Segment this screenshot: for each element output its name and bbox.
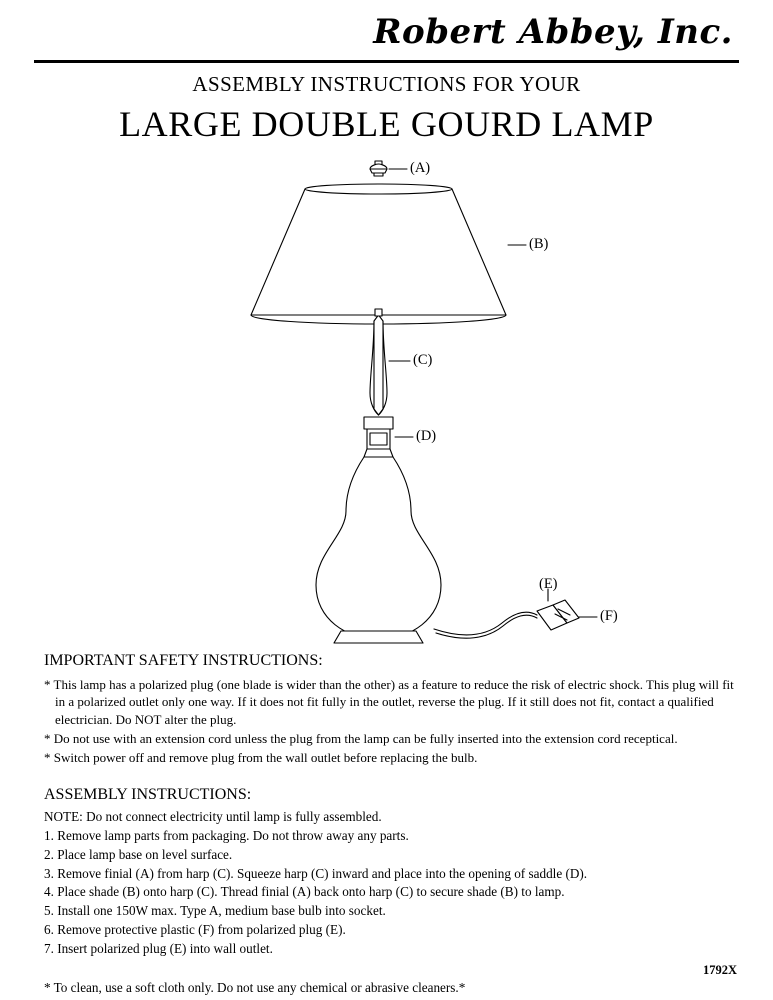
saddle-shape [364, 417, 393, 457]
subtitle: ASSEMBLY INSTRUCTIONS FOR YOUR [192, 72, 581, 96]
assembly-step: 3. Remove finial (A) from harp (C). Squeeze harp (C) inward and place into the opening of saddle (D). [44, 865, 588, 881]
assembly-note: NOTE: Do not connect electricity until lamp is fully assembled. [44, 809, 382, 825]
assembly-step: 7. Insert polarized plug (E) into wall outlet. [44, 940, 273, 956]
plug-shape [537, 600, 579, 630]
assembly-step: 4. Place shade (B) onto harp (C). Thread finial (A) back onto harp (C) to secure shade (B) to lamp. [44, 884, 565, 900]
assembly-step: 5. Install one 150W max. Type A, medium base bulb into socket. [44, 903, 386, 919]
shade-shape [251, 184, 506, 324]
harp-shape [370, 309, 387, 415]
safety-item: * This lamp has a polarized plug (one blade is wider than the other) as a feature to reduce the risk of electric shock. This plug will fit in a polarized outlet only one way. If it does not fit fully in the outlet, reverse the plug. If it still does not fit, contact a qualified electrician. Do NOT alter the plug. [44, 677, 734, 727]
assembly-list [34, 808, 739, 958]
brand-wordmark: Robert Abbey, Inc. [373, 12, 733, 52]
callout-c: (C) [413, 352, 433, 368]
callout-b: (B) [529, 236, 549, 252]
callout-a: (A) [410, 160, 431, 176]
assembly-step: 6. Remove protective plastic (F) from polarized plug (E). [44, 921, 346, 937]
page-title: LARGE DOUBLE GOURD LAMP [119, 104, 654, 144]
lamp-diagram [34, 149, 739, 644]
safety-item: * Do not use with an extension cord unless the plug from the lamp can be fully inserted into the extension cord receptical. [44, 730, 678, 746]
callout-f: (F) [600, 608, 618, 624]
assembly-heading: ASSEMBLY INSTRUCTIONS: [44, 786, 252, 804]
callout-d: (D) [416, 428, 437, 444]
gourd-body-shape [316, 457, 441, 639]
model-code: 1792X [702, 963, 737, 977]
brand-header [34, 0, 739, 62]
header-divider [34, 60, 739, 62]
finial-shape [370, 161, 387, 176]
lamp-illustration [34, 149, 739, 644]
lamp-base-shape [334, 631, 423, 643]
callout-e: (E) [539, 576, 558, 592]
assembly-step: 1. Remove lamp parts from packaging. Do not throw away any parts. [44, 828, 409, 844]
cleaning-note: * To clean, use a soft cloth only. Do not use any chemical or abrasive cleaners.* [44, 980, 466, 996]
assembly-step: 2. Place lamp base on level surface. [44, 846, 233, 862]
safety-heading: IMPORTANT SAFETY INSTRUCTIONS: [44, 652, 323, 669]
safety-item: * Switch power off and remove plug from the wall outlet before replacing the bulb. [44, 750, 478, 766]
safety-list [34, 676, 739, 766]
